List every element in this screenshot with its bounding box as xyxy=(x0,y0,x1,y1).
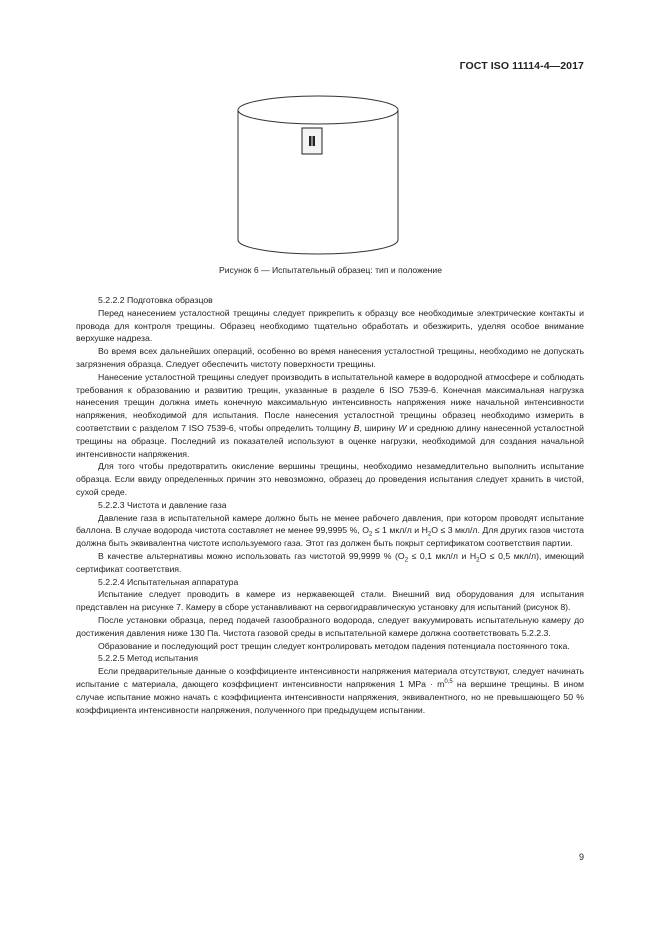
section-title: 5.2.2.4 Испытательная аппаратура xyxy=(98,576,239,587)
text-span: , ширину xyxy=(359,422,399,433)
paragraph: Образование и последующий рост трещин следует контролировать методом падения потенциала постоянного тока. xyxy=(98,640,570,651)
paragraph xyxy=(76,512,584,550)
superscript: 0,5 xyxy=(444,679,453,686)
paragraph xyxy=(76,665,584,716)
paragraph: После установки образца, перед подачей газообразного водорода, следует вакуумировать испытательную камеру до достижения давления ниже 130 Па. Чистота газовой среды в испытательной камере должна соответствовать 5.2.2.3. xyxy=(76,614,584,638)
body-text xyxy=(76,294,584,716)
text-span: Нанесение усталостной трещины следует производить в испытательной камере в водородной атмосфере и соблюдать требования к образованию и развитию трещин, указанные в разделе 6 ISO 7539-6. Конечная максимальная нагрузка нанесения трещин должна иметь конечную максимальную интенсивность напряжения ниже начальной интенсивности напряжения, необходимой для испытания. После нанесения усталостной трещины образец необходимо измерить в соответствии с разделом 7 ISO 7539-6, чтобы определить толщину xyxy=(76,371,584,433)
text-span: O ≤ 3 мкл/л. Для других газов чистота должна быть эквивалентна чистоте используемого газа. Этот газ должен быть покрыт сертификатом соответствия партии. xyxy=(76,525,585,549)
test-specimen xyxy=(302,128,322,154)
page-number: 9 xyxy=(578,852,584,862)
text-span: и среднюю длину нанесенной усталостной трещины на образце. Последний из показателей используют в оценке нагрузки, необходимой для создания начальной интенсивности напряжения. xyxy=(76,422,585,459)
specimen-cylinder-figure xyxy=(232,90,404,260)
text-span: Давление газа в испытательной камере должно быть не менее рабочего давления, при котором проводят испытание баллона. В случае водорода чистота составляет не менее 99,9995 %, O xyxy=(76,512,584,536)
text-span: В качестве альтернативы можно использовать газ чистотой 99,9999 % (O xyxy=(98,550,405,561)
subscript: 2 xyxy=(427,532,432,539)
cylinder-top-ellipse xyxy=(238,96,398,124)
paragraph xyxy=(76,371,584,461)
cylinder-bottom-arc xyxy=(238,240,398,254)
text-span: ≤ 0,1 мкл/л и H xyxy=(408,550,477,561)
section-title: 5.2.2.2 Подготовка образцов xyxy=(98,295,213,305)
subscript: 2 xyxy=(368,532,373,539)
section-title: 5.2.2.3 Чистота и давление газа xyxy=(98,499,227,510)
subscript: 2 xyxy=(404,557,409,564)
paragraph: Перед нанесением усталостной трещины следует прикрепить к образцу все необходимые электрические контакты и провода для контроля трещины. Образец необходимо тщательно обработать и обезжирить, уделяя особое внимание верхушке надреза. xyxy=(76,307,584,344)
paragraph: Испытание следует проводить в камере из нержавеющей стали. Внешний вид оборудования для испытания представлен на рисунке 7. Камеру в сборе устанавливают на сервогидравлическую установку для испытаний (рисунок 8). xyxy=(76,589,584,613)
text-span: O ≤ 0,5 мкл/л), имеющий сертификат соответствия. xyxy=(76,550,585,574)
var-W: W xyxy=(398,422,407,433)
figure-caption: Рисунок 6 — Испытательный образец: тип и положение xyxy=(219,265,442,275)
text-span: Если предварительные данные о коэффициенте интенсивности напряжения материала отсутствуют, следует начинать испытание с материала, дающего коэффициент интенсивности напряжения 1 MPa · m xyxy=(76,666,584,689)
text-span: на вершине трещины. В ином случае испытание можно начать с коэффициента интенсивности напряжения, эквивалентного, но не превышающего 50 % коэффициента интенсивности напряжения, полученного при предыдущем испытании. xyxy=(76,678,584,715)
section-title: 5.2.2.5 Метод испытания xyxy=(98,653,199,664)
subscript: 2 xyxy=(476,557,480,564)
text-span: ≤ 1 мкл/л и H xyxy=(372,525,428,536)
paragraph: Во время всех дальнейших операций, особенно во время нанесения усталостной трещины, необходимо не допускать загрязнения образца. Следует обеспечить чистоту поверхности трещины. xyxy=(76,346,584,369)
var-B: B xyxy=(353,422,360,433)
paragraph: Для того чтобы предотвратить окисление вершины трещины, необходимо незамедлительно выполнить испытание образца. Если ввиду определенных причин это невозможно, образец до проведения испытания следует хранить в чистой, сухой среде. xyxy=(76,461,584,497)
document-id: ГОСТ ISO 11114-4—2017 xyxy=(459,60,584,72)
paragraph xyxy=(76,550,584,576)
